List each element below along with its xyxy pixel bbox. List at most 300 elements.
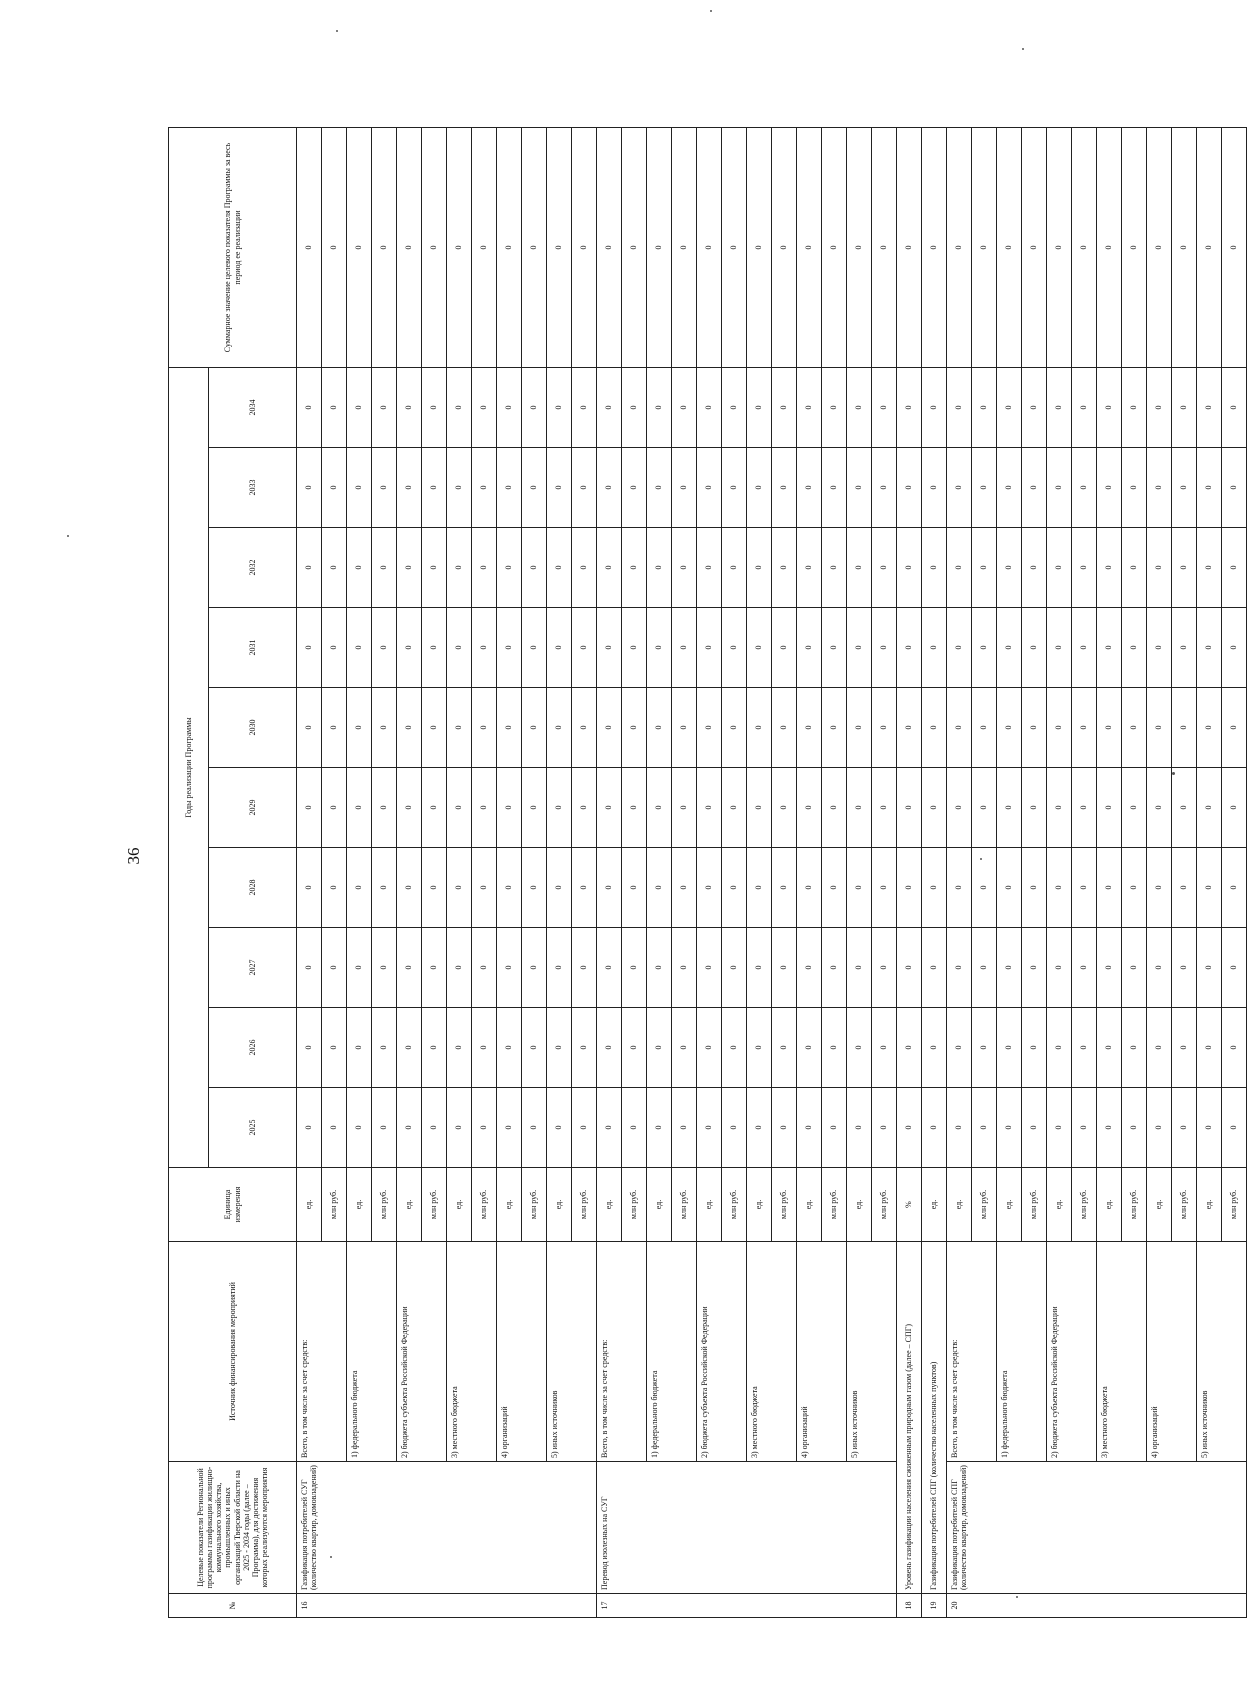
value-cell: 0 [997, 608, 1022, 688]
value-cell: 0 [947, 768, 972, 848]
value-cell: 0 [897, 1008, 922, 1088]
value-cell: 0 [447, 848, 472, 928]
value-cell: 0 [497, 368, 522, 448]
value-cell: 0 [622, 768, 647, 848]
value-cell: 0 [572, 1008, 597, 1088]
total-cell: 0 [697, 128, 722, 368]
value-cell: 0 [847, 368, 872, 448]
table-row [297, 128, 322, 1618]
value-cell: 0 [1072, 688, 1097, 768]
value-cell: 0 [522, 368, 547, 448]
value-cell: 0 [647, 448, 672, 528]
row-funding-source: 3) местного бюджета [447, 1242, 497, 1462]
value-cell: 0 [972, 848, 997, 928]
value-cell: 0 [997, 1088, 1022, 1168]
value-cell: 0 [1172, 1008, 1197, 1088]
value-cell: 0 [497, 928, 522, 1008]
value-cell: 0 [1047, 1088, 1072, 1168]
value-cell: 0 [947, 368, 972, 448]
value-cell: 0 [1172, 528, 1197, 608]
value-cell: 0 [1147, 688, 1172, 768]
row-funding-source: 5) иных источников [1197, 1242, 1247, 1462]
total-cell: 0 [422, 128, 447, 368]
total-cell: 0 [497, 128, 522, 368]
value-cell: 0 [347, 1008, 372, 1088]
value-cell: 0 [722, 768, 747, 848]
value-cell: 0 [1222, 688, 1247, 768]
value-cell: 0 [772, 688, 797, 768]
value-cell: 0 [422, 1088, 447, 1168]
value-cell: 0 [497, 768, 522, 848]
value-cell: 0 [1097, 1008, 1122, 1088]
value-cell: 0 [747, 1088, 772, 1168]
row-unit: млн руб. [622, 1168, 647, 1242]
total-cell: 0 [1097, 128, 1122, 368]
table-row [997, 128, 1022, 1618]
value-cell: 0 [1072, 608, 1097, 688]
value-cell: 0 [472, 848, 497, 928]
value-cell: 0 [447, 1088, 472, 1168]
value-cell: 0 [1072, 1088, 1097, 1168]
row-funding-source: 2) бюджета субъекта Российской Федерации [397, 1242, 447, 1462]
row-unit: ед. [1197, 1168, 1222, 1242]
header-funding-source: Источник финансирования мероприятий [169, 1242, 297, 1462]
total-cell: 0 [1147, 128, 1172, 368]
value-cell: 0 [647, 608, 672, 688]
row-funding-source: 1) федерального бюджета [997, 1242, 1047, 1462]
value-cell: 0 [322, 448, 347, 528]
value-cell: 0 [1097, 928, 1122, 1008]
value-cell: 0 [797, 528, 822, 608]
value-cell: 0 [622, 528, 647, 608]
row-target-indicator: Газификация потребителей СПГ (количество квартир, домовладений) [947, 1462, 1247, 1594]
value-cell: 0 [822, 768, 847, 848]
row-unit: ед. [1047, 1168, 1072, 1242]
row-funding-source: Всего, в том числе за счет средств: [597, 1242, 647, 1462]
row-unit: млн руб. [872, 1168, 897, 1242]
total-cell: 0 [747, 128, 772, 368]
value-cell: 0 [322, 1008, 347, 1088]
row-unit: ед. [297, 1168, 322, 1242]
value-cell: 0 [947, 928, 972, 1008]
value-cell: 0 [1222, 848, 1247, 928]
value-cell: 0 [447, 928, 472, 1008]
row-funding-source: Всего, в том числе за счет средств: [947, 1242, 997, 1462]
value-cell: 0 [472, 528, 497, 608]
row-funding-source: 1) федерального бюджета [647, 1242, 697, 1462]
row-target-indicator: Перевод изолезных на СУГ [597, 1462, 897, 1594]
row-unit: ед. [697, 1168, 722, 1242]
total-cell: 0 [597, 128, 622, 368]
value-cell: 0 [897, 928, 922, 1008]
value-cell: 0 [722, 928, 747, 1008]
value-cell: 0 [472, 1008, 497, 1088]
total-cell: 0 [772, 128, 797, 368]
value-cell: 0 [672, 608, 697, 688]
value-cell: 0 [1072, 448, 1097, 528]
value-cell: 0 [472, 608, 497, 688]
value-cell: 0 [997, 928, 1022, 1008]
value-cell: 0 [997, 448, 1022, 528]
value-cell: 0 [1172, 928, 1197, 1008]
value-cell: 0 [1122, 368, 1147, 448]
value-cell: 0 [572, 528, 597, 608]
value-cell: 0 [322, 1088, 347, 1168]
value-cell: 0 [672, 848, 697, 928]
header-year-2034: 2034 [209, 368, 297, 448]
value-cell: 0 [1097, 768, 1122, 848]
header-year-2032: 2032 [209, 528, 297, 608]
value-cell: 0 [622, 848, 647, 928]
total-cell: 0 [447, 128, 472, 368]
value-cell: 0 [1147, 448, 1172, 528]
value-cell: 0 [647, 688, 672, 768]
value-cell: 0 [872, 768, 897, 848]
value-cell: 0 [372, 928, 397, 1008]
value-cell: 0 [872, 1088, 897, 1168]
value-cell: 0 [772, 448, 797, 528]
value-cell: 0 [647, 768, 672, 848]
row-funding-source: 3) местного бюджета [747, 1242, 797, 1462]
value-cell: 0 [522, 688, 547, 768]
value-cell: 0 [497, 608, 522, 688]
value-cell: 0 [847, 768, 872, 848]
value-cell: 0 [472, 768, 497, 848]
value-cell: 0 [647, 1088, 672, 1168]
table-row [922, 128, 947, 1618]
value-cell: 0 [522, 1008, 547, 1088]
value-cell: 0 [747, 608, 772, 688]
value-cell: 0 [772, 928, 797, 1008]
value-cell: 0 [972, 608, 997, 688]
value-cell: 0 [1122, 848, 1147, 928]
value-cell: 0 [1147, 848, 1172, 928]
value-cell: 0 [797, 448, 822, 528]
value-cell: 0 [397, 448, 422, 528]
value-cell: 0 [297, 1008, 322, 1088]
value-cell: 0 [872, 688, 897, 768]
value-cell: 0 [622, 1088, 647, 1168]
value-cell: 0 [597, 768, 622, 848]
row-unit: ед. [747, 1168, 772, 1242]
value-cell: 0 [747, 448, 772, 528]
value-cell: 0 [522, 768, 547, 848]
value-cell: 0 [597, 528, 622, 608]
value-cell: 0 [447, 608, 472, 688]
value-cell: 0 [647, 368, 672, 448]
value-cell: 0 [397, 1088, 422, 1168]
value-cell: 0 [322, 368, 347, 448]
value-cell: 0 [547, 448, 572, 528]
value-cell: 0 [547, 368, 572, 448]
value-cell: 0 [722, 1088, 747, 1168]
value-cell: 0 [1047, 528, 1072, 608]
value-cell: 0 [922, 848, 947, 928]
value-cell: 0 [297, 928, 322, 1008]
value-cell: 0 [1172, 768, 1197, 848]
value-cell: 0 [572, 928, 597, 1008]
value-cell: 0 [1122, 528, 1147, 608]
table-row [547, 128, 572, 1618]
value-cell: 0 [772, 1008, 797, 1088]
value-cell: 0 [372, 608, 397, 688]
value-cell: 0 [522, 448, 547, 528]
value-cell: 0 [697, 768, 722, 848]
value-cell: 0 [472, 928, 497, 1008]
value-cell: 0 [422, 368, 447, 448]
value-cell: 0 [922, 688, 947, 768]
value-cell: 0 [1197, 608, 1222, 688]
value-cell: 0 [422, 928, 447, 1008]
table-row [947, 128, 972, 1618]
row-unit: ед. [547, 1168, 572, 1242]
total-cell: 0 [997, 128, 1022, 368]
value-cell: 0 [547, 688, 572, 768]
value-cell: 0 [722, 528, 747, 608]
value-cell: 0 [722, 608, 747, 688]
value-cell: 0 [547, 928, 572, 1008]
value-cell: 0 [497, 848, 522, 928]
value-cell: 0 [1047, 368, 1072, 448]
value-cell: 0 [372, 688, 397, 768]
value-cell: 0 [522, 928, 547, 1008]
total-cell: 0 [1122, 128, 1147, 368]
value-cell: 0 [1072, 848, 1097, 928]
value-cell: 0 [1222, 1008, 1247, 1088]
value-cell: 0 [697, 368, 722, 448]
total-cell: 0 [897, 128, 922, 368]
value-cell: 0 [972, 1008, 997, 1088]
value-cell: 0 [622, 928, 647, 1008]
row-unit: млн руб. [972, 1168, 997, 1242]
row-target-indicator: Уровень газификации населения сжиженным природным газом (далее – СПГ) [897, 1242, 922, 1594]
value-cell: 0 [872, 1008, 897, 1088]
value-cell: 0 [1022, 688, 1047, 768]
table-row [497, 128, 522, 1618]
total-cell: 0 [1172, 128, 1197, 368]
total-cell: 0 [1022, 128, 1047, 368]
total-cell: 0 [522, 128, 547, 368]
value-cell: 0 [947, 848, 972, 928]
value-cell: 0 [447, 448, 472, 528]
value-cell: 0 [422, 848, 447, 928]
value-cell: 0 [397, 928, 422, 1008]
total-cell: 0 [1047, 128, 1072, 368]
value-cell: 0 [1072, 528, 1097, 608]
value-cell: 0 [347, 528, 372, 608]
value-cell: 0 [1072, 768, 1097, 848]
value-cell: 0 [997, 368, 1022, 448]
total-cell: 0 [1197, 128, 1222, 368]
value-cell: 0 [572, 448, 597, 528]
value-cell: 0 [447, 368, 472, 448]
value-cell: 0 [797, 928, 822, 1008]
row-num: 19 [922, 1594, 947, 1618]
row-funding-source: Всего, в том числе за счет средств: [297, 1242, 347, 1462]
row-funding-source: 5) иных источников [847, 1242, 897, 1462]
value-cell: 0 [1147, 768, 1172, 848]
value-cell: 0 [797, 608, 822, 688]
value-cell: 0 [447, 528, 472, 608]
header-year-2026: 2026 [209, 1008, 297, 1088]
row-unit: млн руб. [722, 1168, 747, 1242]
value-cell: 0 [947, 448, 972, 528]
value-cell: 0 [1222, 768, 1247, 848]
value-cell: 0 [872, 448, 897, 528]
table-row [697, 128, 722, 1618]
value-cell: 0 [947, 1088, 972, 1168]
value-cell: 0 [847, 608, 872, 688]
page-number: 36 [124, 847, 143, 865]
value-cell: 0 [772, 528, 797, 608]
value-cell: 0 [447, 1008, 472, 1088]
value-cell: 0 [922, 928, 947, 1008]
value-cell: 0 [872, 368, 897, 448]
row-unit: ед. [947, 1168, 972, 1242]
value-cell: 0 [647, 1008, 672, 1088]
value-cell: 0 [1222, 1088, 1247, 1168]
value-cell: 0 [322, 928, 347, 1008]
row-funding-source: 5) иных источников [547, 1242, 597, 1462]
table-row [897, 128, 922, 1618]
row-target-indicator: Газификация потребителей СУГ (количество квартир, домовладений) [297, 1462, 597, 1594]
row-unit: млн руб. [772, 1168, 797, 1242]
row-unit: ед. [497, 1168, 522, 1242]
value-cell: 0 [347, 368, 372, 448]
row-funding-source: 2) бюджета субъекта Российской Федерации [697, 1242, 747, 1462]
value-cell: 0 [972, 448, 997, 528]
row-unit: млн руб. [1022, 1168, 1047, 1242]
value-cell: 0 [947, 1008, 972, 1088]
value-cell: 0 [1022, 848, 1047, 928]
value-cell: 0 [397, 608, 422, 688]
value-cell: 0 [1072, 368, 1097, 448]
rotated-table-container [168, 128, 1239, 1618]
value-cell: 0 [297, 368, 322, 448]
row-unit: млн руб. [1222, 1168, 1247, 1242]
value-cell: 0 [547, 768, 572, 848]
row-unit: ед. [1097, 1168, 1122, 1242]
total-cell: 0 [822, 128, 847, 368]
total-cell: 0 [872, 128, 897, 368]
value-cell: 0 [297, 1088, 322, 1168]
value-cell: 0 [647, 528, 672, 608]
value-cell: 0 [347, 448, 372, 528]
value-cell: 0 [922, 1008, 947, 1088]
value-cell: 0 [622, 608, 647, 688]
value-cell: 0 [772, 368, 797, 448]
value-cell: 0 [1172, 848, 1197, 928]
value-cell: 0 [922, 528, 947, 608]
value-cell: 0 [522, 848, 547, 928]
value-cell: 0 [872, 848, 897, 928]
value-cell: 0 [472, 688, 497, 768]
value-cell: 0 [897, 368, 922, 448]
value-cell: 0 [772, 848, 797, 928]
value-cell: 0 [772, 608, 797, 688]
value-cell: 0 [347, 608, 372, 688]
value-cell: 0 [972, 1088, 997, 1168]
value-cell: 0 [547, 1088, 572, 1168]
value-cell: 0 [872, 928, 897, 1008]
value-cell: 0 [347, 928, 372, 1008]
total-cell: 0 [622, 128, 647, 368]
value-cell: 0 [1222, 528, 1247, 608]
total-cell: 0 [672, 128, 697, 368]
row-unit: млн руб. [372, 1168, 397, 1242]
value-cell: 0 [997, 688, 1022, 768]
row-funding-source: 3) местного бюджета [1097, 1242, 1147, 1462]
value-cell: 0 [697, 688, 722, 768]
value-cell: 0 [822, 448, 847, 528]
table-row [397, 128, 422, 1618]
value-cell: 0 [647, 928, 672, 1008]
value-cell: 0 [597, 688, 622, 768]
value-cell: 0 [822, 688, 847, 768]
header-years-group: Годы реализации Программы [169, 368, 209, 1168]
value-cell: 0 [997, 768, 1022, 848]
value-cell: 0 [472, 368, 497, 448]
value-cell: 0 [747, 368, 772, 448]
value-cell: 0 [697, 928, 722, 1008]
value-cell: 0 [347, 1088, 372, 1168]
value-cell: 0 [1022, 928, 1047, 1008]
table-row [797, 128, 822, 1618]
table-row [1047, 128, 1072, 1618]
value-cell: 0 [847, 1088, 872, 1168]
header-year-2033: 2033 [209, 448, 297, 528]
row-funding-source: 1) федерального бюджета [347, 1242, 397, 1462]
total-cell: 0 [322, 128, 347, 368]
value-cell: 0 [422, 1008, 447, 1088]
value-cell: 0 [922, 608, 947, 688]
row-unit: ед. [347, 1168, 372, 1242]
value-cell: 0 [872, 528, 897, 608]
value-cell: 0 [1197, 1088, 1222, 1168]
value-cell: 0 [1022, 528, 1047, 608]
value-cell: 0 [372, 1008, 397, 1088]
value-cell: 0 [322, 768, 347, 848]
table-row [847, 128, 872, 1618]
value-cell: 0 [1222, 608, 1247, 688]
row-unit: ед. [997, 1168, 1022, 1242]
header-year-2031: 2031 [209, 608, 297, 688]
value-cell: 0 [922, 448, 947, 528]
value-cell: 0 [747, 688, 772, 768]
value-cell: 0 [1122, 768, 1147, 848]
value-cell: 0 [347, 688, 372, 768]
value-cell: 0 [372, 848, 397, 928]
value-cell: 0 [822, 368, 847, 448]
total-cell: 0 [547, 128, 572, 368]
row-unit: ед. [397, 1168, 422, 1242]
value-cell: 0 [847, 848, 872, 928]
value-cell: 0 [397, 848, 422, 928]
value-cell: 0 [572, 608, 597, 688]
value-cell: 0 [1172, 368, 1197, 448]
row-num: 16 [297, 1594, 597, 1618]
row-unit: млн руб. [822, 1168, 847, 1242]
row-target-indicator: Газификация потребителей СПГ (количество населенных пунктов) [922, 1242, 947, 1594]
value-cell: 0 [972, 768, 997, 848]
value-cell: 0 [672, 1088, 697, 1168]
value-cell: 0 [947, 688, 972, 768]
value-cell: 0 [1022, 1008, 1047, 1088]
value-cell: 0 [1122, 688, 1147, 768]
value-cell: 0 [322, 848, 347, 928]
value-cell: 0 [447, 768, 472, 848]
value-cell: 0 [1172, 688, 1197, 768]
